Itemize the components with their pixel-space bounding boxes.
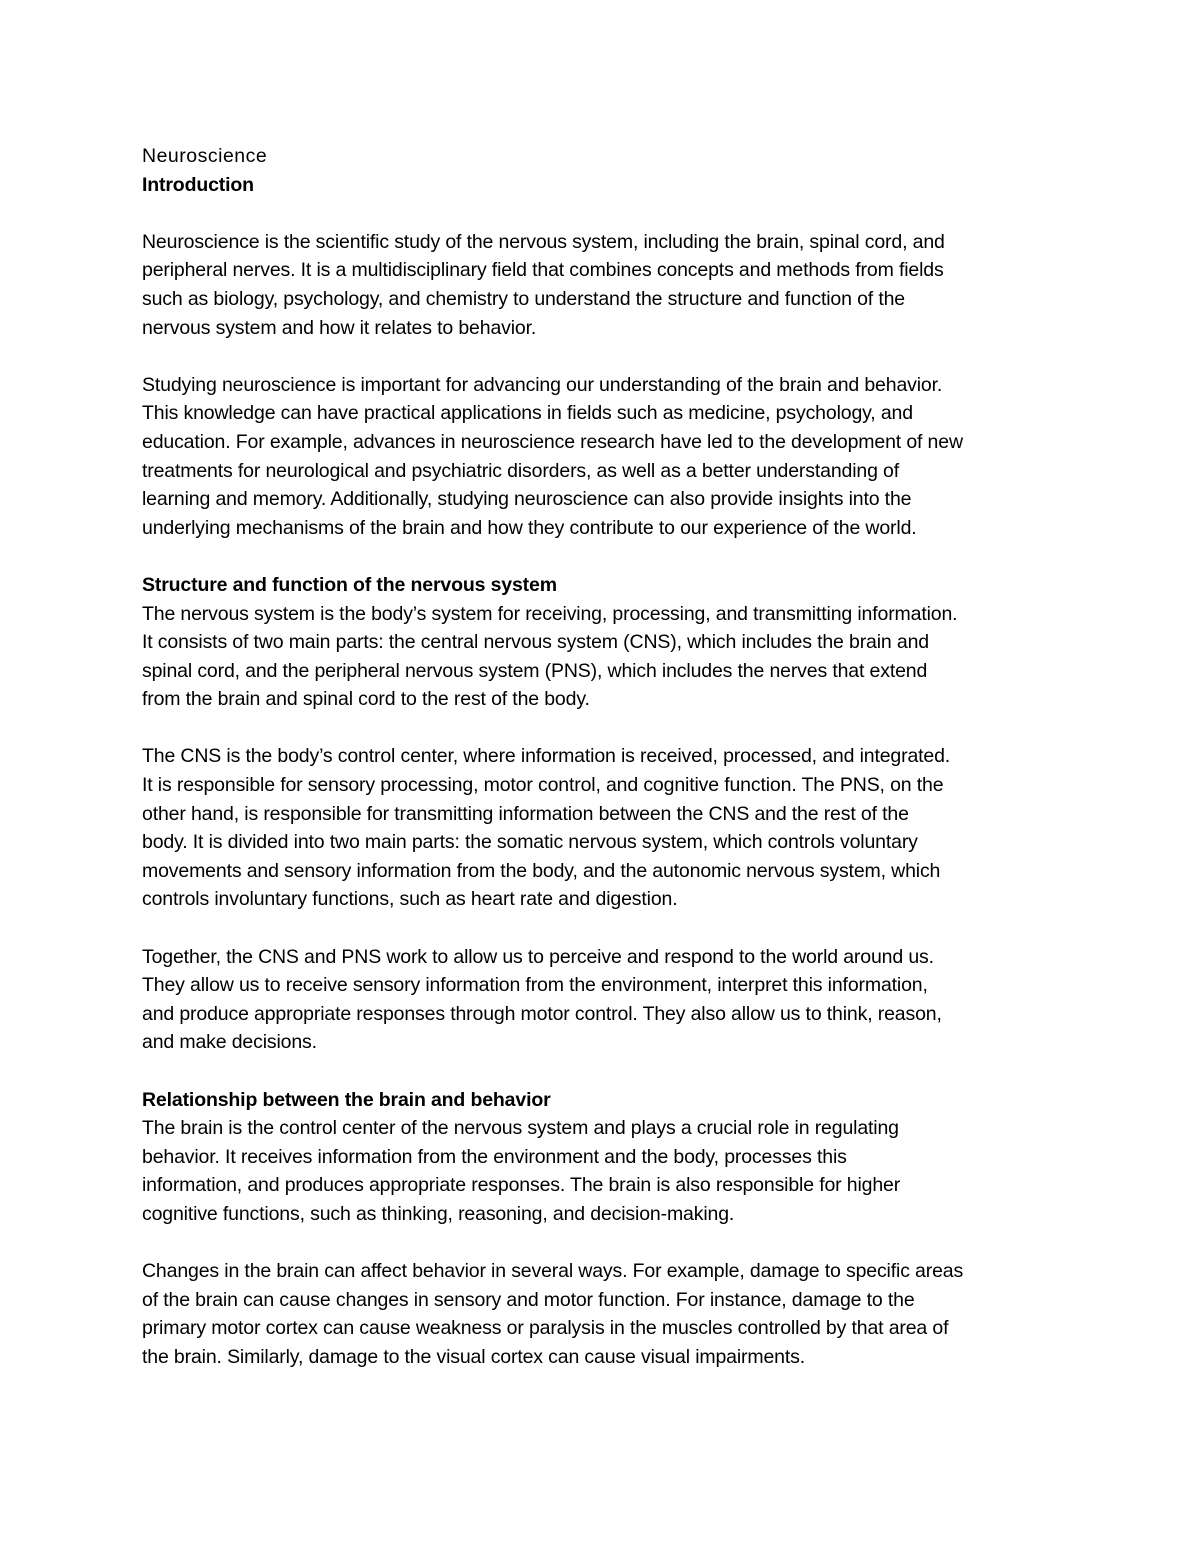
text-line: The nervous system is the body’s system for receiving, processing, and transmitting information. [142, 602, 958, 625]
document-page [142, 142, 1072, 1372]
text-line: nervous system and how it relates to behavior. [142, 316, 537, 339]
paragraph [142, 742, 1072, 914]
text-line: learning and memory. Additionally, studying neuroscience can also provide insights into the [142, 488, 912, 511]
text-line: cognitive functions, such as thinking, reasoning, and decision-making. [142, 1202, 735, 1225]
text-line: controls involuntary functions, such as heart rate and digestion. [142, 888, 678, 911]
section-heading: Relationship between the brain and behavior [142, 1088, 551, 1111]
paragraph [142, 371, 1072, 543]
text-line: information, and produces appropriate responses. The brain is also responsible for higher [142, 1174, 901, 1197]
text-line: education. For example, advances in neuroscience research have led to the development of new [142, 430, 963, 453]
text-line: from the brain and spinal cord to the rest of the body. [142, 688, 590, 711]
text-line: treatments for neurological and psychiatric disorders, as well as a better understanding of [142, 459, 900, 482]
paragraph-spacer [142, 1229, 1072, 1258]
paragraph-spacer [142, 199, 1072, 228]
paragraph [142, 600, 1072, 714]
section-heading: Introduction [142, 173, 254, 196]
paragraph [142, 943, 1072, 1057]
text-line: body. It is divided into two main parts: the somatic nervous system, which controls voluntary [142, 831, 918, 854]
section-spacer [142, 1057, 1072, 1086]
text-line: and produce appropriate responses through motor control. They also allow us to think, reason, [142, 1002, 942, 1025]
section-structure-function [142, 571, 1072, 1057]
section-heading: Structure and function of the nervous system [142, 573, 557, 596]
paragraph [142, 1257, 1072, 1371]
text-line: Together, the CNS and PNS work to allow us to perceive and respond to the world around us. [142, 945, 934, 968]
text-line: of the brain can cause changes in sensory and motor function. For instance, damage to the [142, 1288, 915, 1311]
text-line: such as biology, psychology, and chemistry to understand the structure and function of the [142, 287, 905, 310]
section-brain-behavior [142, 1086, 1072, 1372]
text-line: They allow us to receive sensory information from the environment, interpret this information, [142, 974, 928, 997]
paragraph [142, 1114, 1072, 1228]
text-line: behavior. It receives information from the environment and the body, processes this [142, 1145, 847, 1168]
text-line: underlying mechanisms of the brain and how they contribute to our experience of the world. [142, 516, 917, 539]
text-line: It consists of two main parts: the central nervous system (CNS), which includes the brain and [142, 631, 929, 654]
text-line: and make decisions. [142, 1031, 317, 1054]
text-line: primary motor cortex can cause weakness or paralysis in the muscles controlled by that area of [142, 1317, 949, 1340]
text-line: the brain. Similarly, damage to the visual cortex can cause visual impairments. [142, 1345, 806, 1368]
paragraph-spacer [142, 714, 1072, 743]
section-spacer [142, 542, 1072, 571]
text-line: Neuroscience is the scientific study of the nervous system, including the brain, spinal cord, and [142, 230, 945, 253]
paragraph-spacer [142, 914, 1072, 943]
text-line: peripheral nerves. It is a multidisciplinary field that combines concepts and methods from fields [142, 259, 944, 282]
text-line: Changes in the brain can affect behavior in several ways. For example, damage to specific areas [142, 1260, 964, 1283]
paragraph [142, 228, 1072, 342]
text-line: Studying neuroscience is important for advancing our understanding of the brain and behavior. [142, 373, 943, 396]
text-line: It is responsible for sensory processing, motor control, and cognitive function. The PNS, on the [142, 774, 944, 797]
text-line: other hand, is responsible for transmitting information between the CNS and the rest of the [142, 802, 909, 825]
document-title: Neuroscience [142, 145, 268, 167]
text-line: spinal cord, and the peripheral nervous system (PNS), which includes the nerves that extend [142, 659, 928, 682]
section-introduction [142, 171, 1072, 543]
text-line: movements and sensory information from the body, and the autonomic nervous system, which [142, 859, 941, 882]
text-line: The CNS is the body’s control center, where information is received, processed, and integrated. [142, 745, 951, 768]
paragraph-spacer [142, 342, 1072, 371]
text-line: The brain is the control center of the nervous system and plays a crucial role in regulating [142, 1117, 899, 1140]
text-line: This knowledge can have practical applications in fields such as medicine, psychology, and [142, 402, 913, 425]
